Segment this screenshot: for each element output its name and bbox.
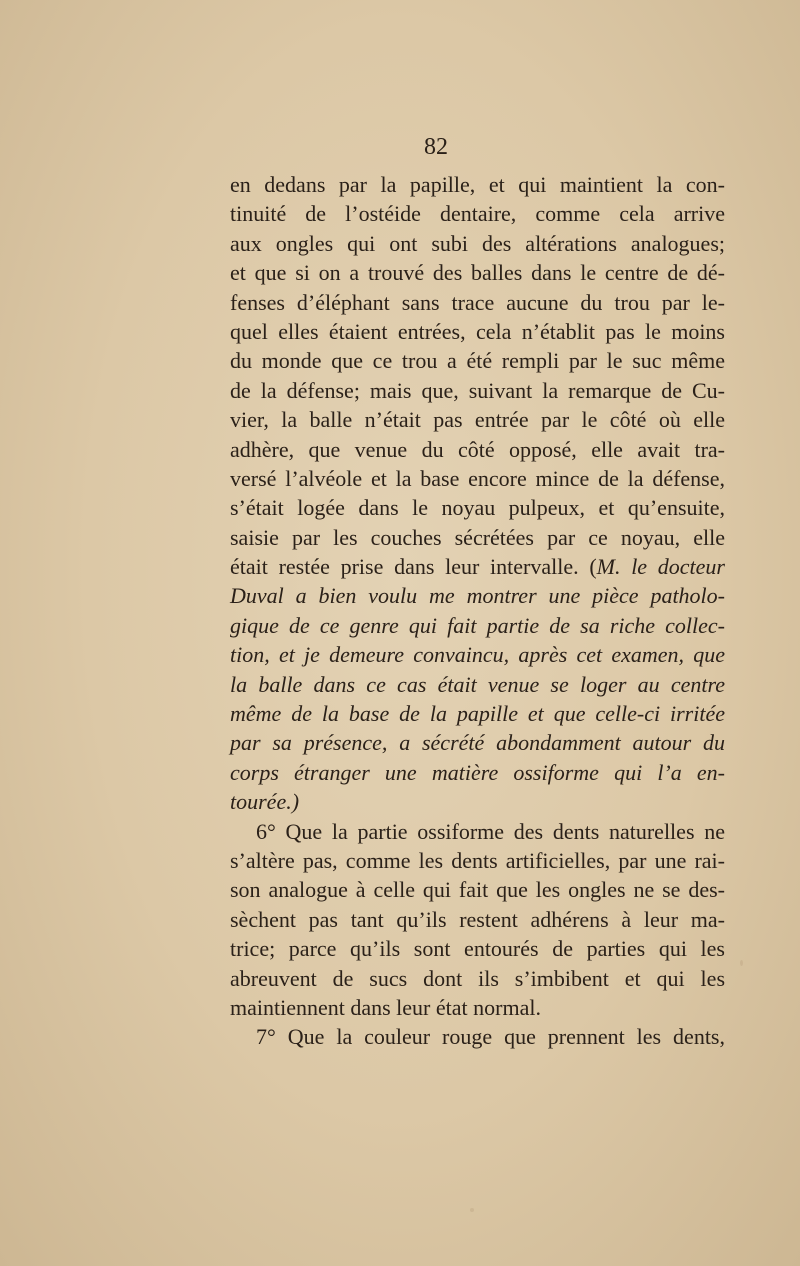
text-line: abreuvent de sucs dont ils s’imbibent et qui les bbox=[230, 965, 725, 991]
text-line: tinuité de l’ostéide dentaire, comme cela arrive bbox=[230, 201, 725, 227]
italic-line: même de la base de la papille et que celle-ci irritée bbox=[230, 701, 725, 727]
text-line: de la défense; mais que, suivant la remarque de Cu- bbox=[230, 377, 725, 403]
text-line: s’était logée dans le noyau pulpeux, et qu’ensuite, bbox=[230, 495, 725, 521]
text-line: sèchent pas tant qu’ils restent adhérens à leur ma- bbox=[230, 906, 725, 932]
text-line: trice; parce qu’ils sont entourés de parties qui les bbox=[230, 936, 725, 962]
text-line: versé l’alvéole et la base encore mince de la défense, bbox=[230, 465, 725, 491]
text-line-mixed bbox=[230, 552, 725, 581]
paragraph-start-line: 6° Que la partie ossiforme des dents naturelles ne bbox=[256, 818, 725, 844]
roman-segment: était restée prise dans leur intervalle. ( bbox=[230, 554, 597, 580]
text-line: son analogue à celle qui fait que les ongles ne se des- bbox=[230, 877, 725, 903]
italic-line: tourée.) bbox=[230, 789, 300, 815]
paper-spot bbox=[740, 960, 743, 966]
page-number: 82 bbox=[424, 134, 448, 160]
text-line: aux ongles qui ont subi des altérations analogues; bbox=[230, 230, 725, 256]
text-line: en dedans par la papille, et qui maintient la con- bbox=[230, 172, 725, 197]
italic-line: la balle dans ce cas était venue se loger au centre bbox=[230, 671, 725, 697]
italic-line: corps étranger une matière ossiforme qui l’a en- bbox=[230, 759, 725, 785]
italic-line: par sa présence, a sécrété abondamment autour du bbox=[230, 730, 725, 756]
text-line: du monde que ce trou a été rempli par le suc même bbox=[230, 348, 725, 374]
paragraph-start-line: 7° Que la couleur rouge que prennent les dents, bbox=[256, 1024, 725, 1050]
text-line: et que si on a trouvé des balles dans le centre de dé- bbox=[230, 260, 725, 286]
text-line: adhère, que venue du côté opposé, elle avait tra- bbox=[230, 436, 725, 462]
italic-line: gique de ce genre qui fait partie de sa riche collec- bbox=[230, 612, 725, 638]
text-line: s’altère pas, comme les dents artificielles, par une rai- bbox=[230, 847, 725, 873]
italic-segment: M. le docteur bbox=[596, 554, 725, 580]
text-line: vier, la balle n’était pas entrée par le côté où elle bbox=[230, 407, 725, 433]
italic-line: tion, et je demeure convaincu, après cet examen, que bbox=[230, 642, 725, 668]
italic-line: Duval a bien voulu me montrer une pièce patholo- bbox=[230, 583, 725, 609]
paper-spot bbox=[470, 1208, 474, 1212]
text-line: maintiennent dans leur état normal. bbox=[230, 994, 541, 1020]
text-line: fenses d’éléphant sans trace aucune du trou par le- bbox=[230, 289, 725, 315]
text-line: quel elles étaient entrées, cela n’établit pas le moins bbox=[230, 318, 725, 344]
body-text bbox=[230, 170, 725, 1052]
text-line: saisie par les couches sécrétées par ce noyau, elle bbox=[230, 524, 725, 550]
